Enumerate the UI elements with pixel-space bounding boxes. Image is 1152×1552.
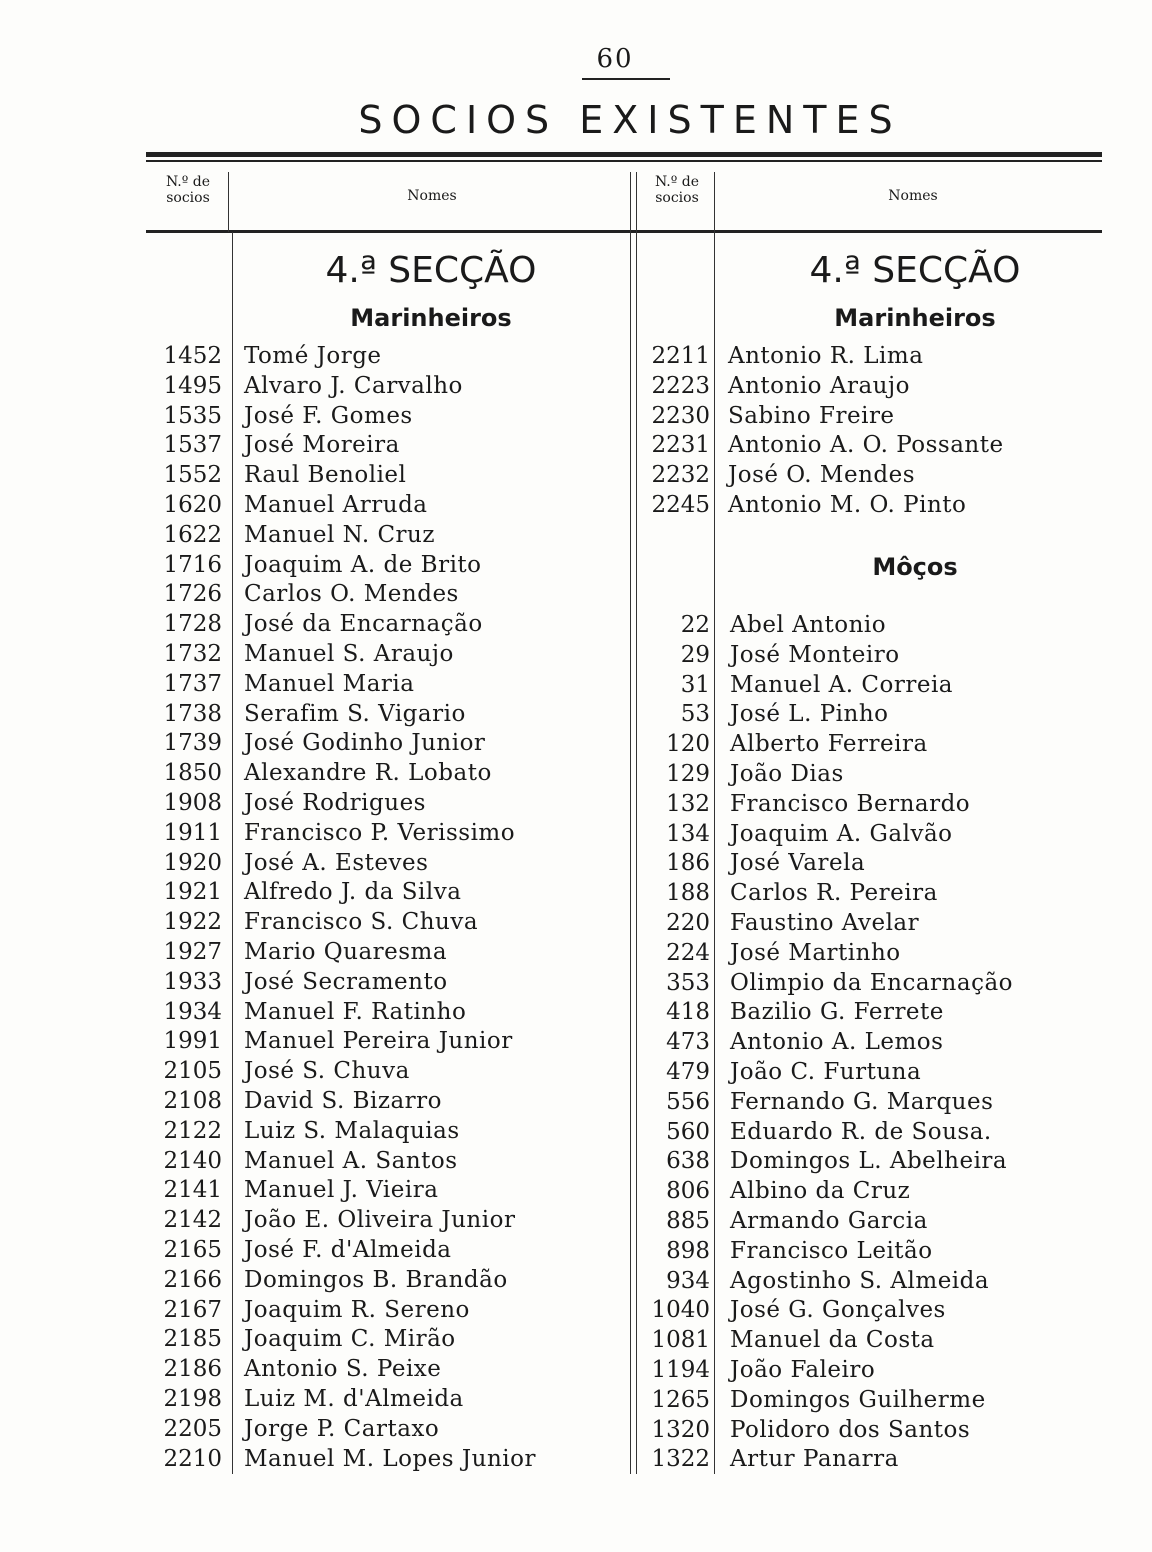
member-name: José Secramento [244, 968, 448, 995]
member-number: 418 [666, 999, 710, 1026]
member-number: 806 [666, 1178, 710, 1205]
member-name: José Moreira [244, 432, 400, 459]
member-name: José Monteiro [730, 641, 900, 668]
member-name: Joaquim A. de Brito [244, 551, 482, 578]
member-number: 29 [680, 641, 710, 668]
member-name: Manuel A. Correia [730, 671, 954, 698]
member-name: Manuel Arruda [244, 492, 428, 518]
member-name: Antonio A. O. Possante [728, 432, 1004, 459]
member-number: 2142 [163, 1207, 222, 1234]
page-number: 60 [596, 44, 634, 74]
column-divider [228, 172, 229, 232]
member-name: Armando Garcia [730, 1208, 928, 1234]
member-number: 186 [666, 850, 710, 877]
member-number: 1908 [163, 790, 222, 816]
member-name: João Faleiro [730, 1357, 876, 1383]
member-name: Domingos Guilherme [730, 1386, 986, 1413]
member-number: 1991 [163, 1028, 222, 1055]
member-number: 2198 [163, 1386, 222, 1412]
member-number: 224 [666, 939, 710, 966]
member-number: 129 [666, 761, 710, 787]
member-number: 2230 [651, 402, 710, 429]
member-name: Raul Benoliel [244, 462, 407, 489]
member-name: José da Encarnação [244, 611, 483, 638]
member-name: Joaquim A. Galvão [730, 820, 953, 847]
member-number: 1732 [163, 641, 222, 667]
member-name: Manuel da Costa [730, 1327, 935, 1354]
member-name: Abel Antonio [730, 612, 887, 638]
member-name: Manuel F. Ratinho [244, 998, 467, 1025]
member-name: Alberto Ferreira [730, 731, 928, 758]
member-number: 132 [666, 790, 710, 817]
member-number: 1040 [651, 1297, 710, 1324]
member-name: José G. Gonçalves [730, 1297, 946, 1324]
member-name: João Dias [730, 761, 844, 787]
member-number: 885 [666, 1208, 710, 1234]
left-section-title: 4.ª SECÇÃO [325, 250, 537, 291]
member-name: José S. Chuva [244, 1058, 410, 1085]
member-number: 2205 [163, 1415, 222, 1442]
column-divider [232, 232, 233, 1474]
member-number: 2108 [163, 1088, 222, 1114]
num-header-line2: socios [655, 190, 699, 206]
member-name: Joaquim C. Mirão [244, 1326, 456, 1353]
member-number: 22 [680, 612, 710, 638]
num-header-line1: N.º de [165, 174, 211, 190]
member-name: Jorge P. Cartaxo [244, 1415, 440, 1442]
member-name: João C. Furtuna [730, 1059, 922, 1085]
left-names-header: Nomes [407, 188, 457, 204]
member-name: Manuel N. Cruz [244, 521, 435, 548]
member-name: David S. Bizarro [244, 1088, 443, 1114]
column-divider [630, 172, 631, 1474]
member-number: 1265 [651, 1386, 710, 1413]
member-name: Olimpio da Encarnação [730, 969, 1014, 996]
member-name: José Martinho [730, 939, 901, 966]
member-name: Albino da Cruz [730, 1178, 911, 1205]
member-number: 188 [666, 880, 710, 907]
member-number: 1452 [163, 343, 222, 369]
member-number: 2166 [163, 1266, 222, 1293]
member-number: 120 [666, 731, 710, 758]
member-name: Alexandre R. Lobato [244, 760, 492, 787]
member-name: Antonio A. Lemos [730, 1029, 944, 1056]
member-number: 1850 [163, 760, 222, 787]
member-name: Manuel Pereira Junior [244, 1028, 513, 1055]
member-name: José F. Gomes [244, 402, 413, 429]
member-number: 220 [666, 910, 710, 936]
member-number: 1620 [163, 492, 222, 518]
member-number: 934 [666, 1267, 710, 1294]
member-name: Mario Quaresma [244, 939, 448, 965]
member-number: 556 [666, 1088, 710, 1115]
member-name: Antonio Araujo [728, 372, 910, 399]
member-name: João E. Oliveira Junior [244, 1207, 516, 1234]
header-rule [146, 230, 1102, 233]
member-name: Domingos L. Abelheira [730, 1148, 1008, 1175]
member-number: 2223 [651, 372, 710, 399]
member-name: José Rodrigues [244, 790, 426, 816]
member-number: 1921 [163, 879, 222, 906]
member-name: José O. Mendes [728, 462, 916, 489]
member-number: 1322 [651, 1446, 710, 1473]
member-number: 2122 [163, 1117, 222, 1144]
member-number: 2167 [163, 1296, 222, 1323]
member-number: 1535 [163, 402, 222, 429]
member-number: 1911 [163, 819, 222, 846]
member-number: 2231 [651, 432, 710, 459]
member-number: 2165 [163, 1237, 222, 1263]
top-rule [146, 152, 1102, 157]
member-number: 2232 [651, 462, 710, 489]
member-number: 1320 [651, 1416, 710, 1443]
right-subhead-mocos: Môços [872, 553, 958, 581]
member-number: 1738 [163, 700, 222, 727]
column-divider [714, 172, 715, 1474]
member-name: Manuel S. Araujo [244, 641, 454, 667]
member-name: Faustino Avelar [730, 910, 920, 936]
member-number: 2141 [163, 1177, 222, 1204]
member-number: 1622 [163, 521, 222, 548]
member-name: José F. d'Almeida [244, 1237, 452, 1263]
member-number: 473 [666, 1029, 710, 1056]
member-number: 1728 [163, 611, 222, 638]
member-name: Polidoro dos Santos [730, 1416, 971, 1443]
member-number: 898 [666, 1237, 710, 1264]
column-divider [636, 172, 637, 1474]
top-rule-thin [146, 160, 1102, 162]
member-number: 1922 [163, 909, 222, 936]
member-number: 479 [666, 1059, 710, 1085]
right-names-header: Nomes [888, 188, 938, 204]
member-name: Manuel M. Lopes Junior [244, 1445, 536, 1472]
member-name: Eduardo R. de Sousa. [730, 1118, 992, 1145]
member-number: 1726 [163, 581, 222, 608]
member-number: 2210 [163, 1445, 222, 1472]
member-name: Francisco Bernardo [730, 790, 971, 817]
member-name: Serafim S. Vigario [244, 700, 466, 727]
member-number: 560 [666, 1118, 710, 1145]
member-name: Domingos B. Brandão [244, 1266, 508, 1293]
member-number: 1737 [163, 670, 222, 697]
member-number: 2185 [163, 1326, 222, 1353]
member-name: Artur Panarra [730, 1446, 899, 1473]
left-subhead: Marinheiros [350, 304, 512, 332]
member-name: Francisco S. Chuva [244, 909, 479, 936]
member-name: Carlos R. Pereira [730, 880, 938, 907]
member-number: 353 [666, 969, 710, 996]
member-number: 1194 [651, 1357, 710, 1383]
member-number: 2245 [651, 492, 710, 518]
member-number: 1537 [163, 432, 222, 459]
member-name: Luiz S. Malaquias [244, 1117, 460, 1144]
member-number: 53 [680, 701, 710, 728]
member-number: 31 [680, 671, 710, 698]
member-number: 1552 [163, 462, 222, 489]
member-name: Agostinho S. Almeida [730, 1267, 990, 1294]
member-name: Alfredo J. da Silva [244, 879, 462, 906]
member-name: Fernando G. Marques [730, 1088, 994, 1115]
num-header-line2: socios [166, 190, 210, 206]
member-number: 1495 [163, 372, 222, 399]
member-name: José L. Pinho [730, 701, 889, 728]
member-name: Antonio M. O. Pinto [728, 492, 967, 518]
member-number: 1934 [163, 998, 222, 1025]
document-title: SOCIOS EXISTENTES [358, 98, 902, 142]
member-name: José Varela [730, 850, 866, 877]
right-num-header [640, 174, 714, 206]
member-number: 638 [666, 1148, 710, 1175]
member-name: Francisco P. Verissimo [244, 819, 516, 846]
member-name: Joaquim R. Sereno [244, 1296, 470, 1323]
member-name: Antonio S. Peixe [244, 1356, 442, 1383]
member-number: 134 [666, 820, 710, 847]
member-number: 1920 [163, 849, 222, 876]
member-number: 2140 [163, 1147, 222, 1174]
member-number: 1933 [163, 968, 222, 995]
member-number: 2186 [163, 1356, 222, 1383]
member-name: Antonio R. Lima [728, 343, 924, 369]
member-number: 1927 [163, 939, 222, 965]
right-subhead: Marinheiros [834, 304, 996, 332]
member-name: Manuel J. Vieira [244, 1177, 439, 1204]
member-name: Sabino Freire [728, 402, 895, 429]
member-name: Luiz M. d'Almeida [244, 1386, 464, 1412]
member-name: Manuel Maria [244, 670, 415, 697]
member-name: Carlos O. Mendes [244, 581, 459, 608]
member-number: 1716 [163, 551, 222, 578]
member-name: Manuel A. Santos [244, 1147, 458, 1174]
left-num-header [150, 174, 226, 206]
member-name: José A. Esteves [244, 849, 429, 876]
right-section-title: 4.ª SECÇÃO [809, 250, 1021, 291]
member-number: 2211 [651, 343, 710, 369]
member-number: 1081 [651, 1327, 710, 1354]
member-name: Bazilio G. Ferrete [730, 999, 944, 1026]
member-name: Francisco Leitão [730, 1237, 933, 1264]
member-name: Tomé Jorge [244, 343, 382, 369]
member-name: Alvaro J. Carvalho [244, 372, 463, 399]
member-number: 2105 [163, 1058, 222, 1085]
member-name: José Godinho Junior [244, 730, 486, 757]
num-header-line1: N.º de [654, 174, 700, 190]
page-number-rule [582, 78, 670, 80]
member-number: 1739 [163, 730, 222, 757]
